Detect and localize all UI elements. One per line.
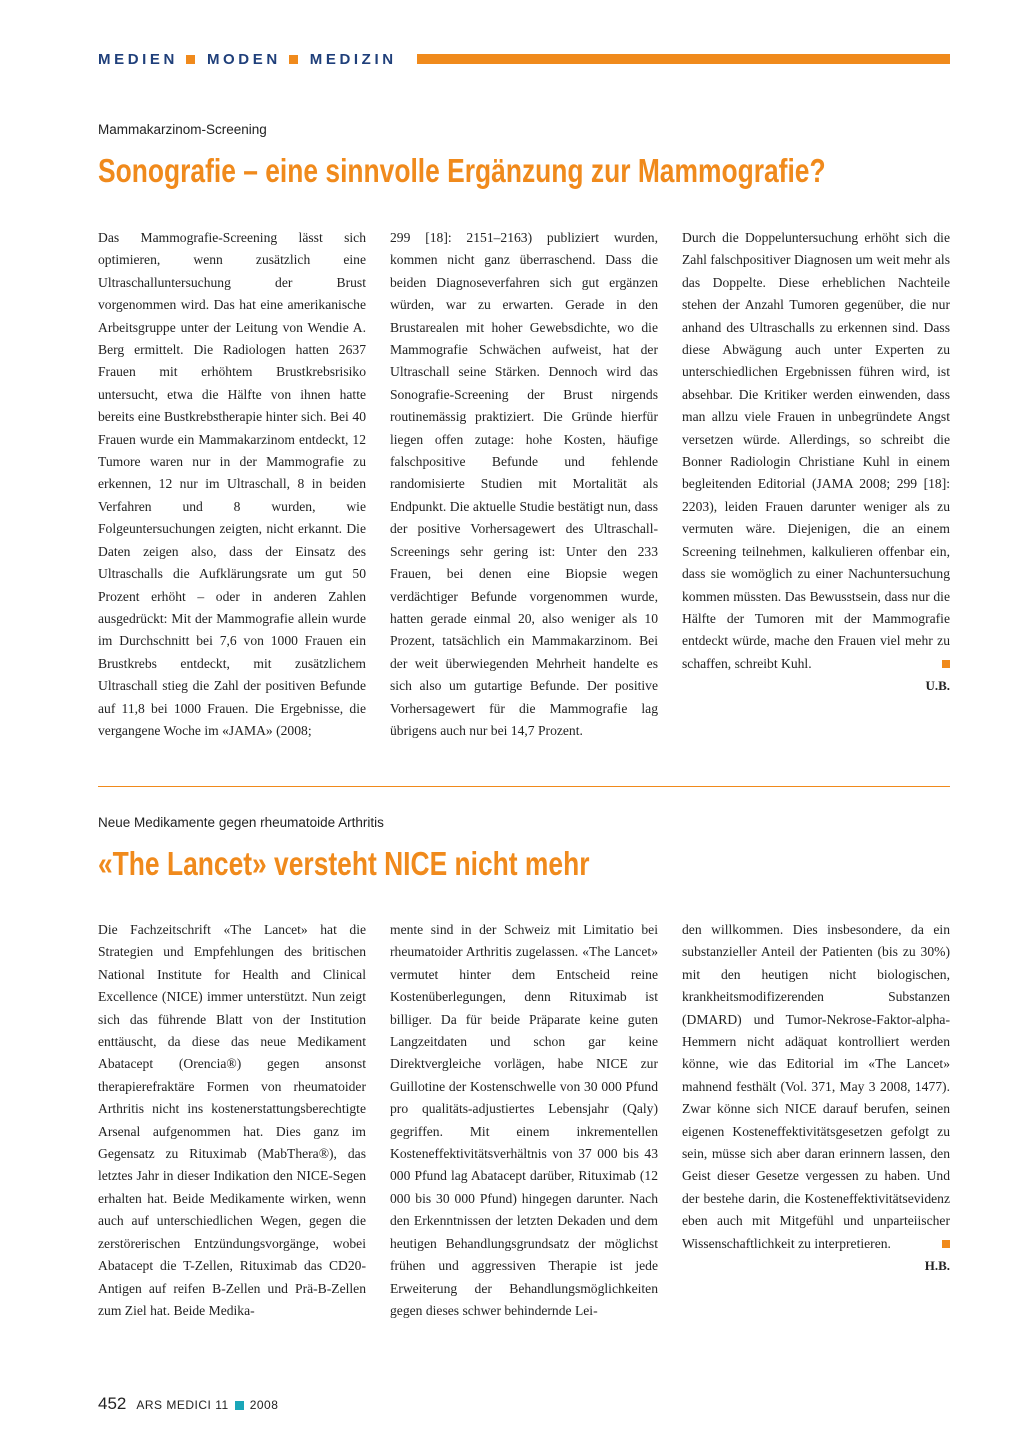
teal-square-icon	[235, 1401, 244, 1410]
article1-body	[98, 227, 950, 742]
journal-name: ARS MEDICI 11	[136, 1398, 229, 1412]
article2-column-3-text: den willkommen. Dies insbesondere, da ein substanzieller Anteil der Patienten (bis zu 30%) mit den heutigen nicht biologischen, krankheitsmodifizerenden Substanzen (DMARD) und Tumor-Nekrose-Faktor-alpha-Hemmern nicht adäquat kontrolliert werden könne, wie das Editorial im «The Lancet» mahnend festhält (Vol. 371, May 3 2008, 1477). Zwar könne sich NICE darauf berufen, seinen eigenen Kosteneffektivitätsgesetzen gefolgt zu sein, müsse sich aber daran erinnern lassen, den Geist dieser Gesetze vergessen zu haben. Und der bestehe darin, die Kosteneffektivitätsevidenz eben auch mit Mitgefühl und unparteiischer Wissenschaftlichkeit zu interpretieren.	[682, 922, 950, 1251]
article1-kicker: Mammakarzinom-Screening	[98, 122, 267, 137]
end-square-icon	[942, 1240, 950, 1248]
article1-signature: U.B.	[925, 678, 950, 694]
article1-column-3-text: Durch die Doppeluntersuchung erhöht sich die Zahl falschpositiver Diagnosen um weit mehr als das Doppelte. Diese erheblichen Nachteile stehen der Anzahl Tumoren gegenüber, die nur anhand des Ultraschalls zu erkennen sind. Dass diese Abwägung auch unter Experten zu unterschiedlichen Ergebnissen führen wird, ist absehbar. Die Kritiker werden einwenden, dass man allzu viele Frauen in unbegründete Angst versetzen würde. Allerdings, so schreibt die Bonner Radiologin Christiane Kuhl in einem begleitenden Editorial (JAMA 2008; 299 [18]: 2203), leiden Frauen darunter weniger als zu vermuten wäre. Diejenigen, die an einem Screening teilnehmen, kalkulieren offenbar ein, dass sie womöglich zu einer Nachuntersuchung kommen müssten. Das Bewusstsein, dass nur die Hälfte der Tumoren mit der Mammografie entdeckt würde, mache den Frauen viel mehr zu schaffen, schreibt Kuhl.	[682, 230, 950, 671]
article2-body	[98, 919, 950, 1322]
section-header	[98, 48, 950, 70]
page-footer	[98, 1394, 278, 1414]
journal-year: 2008	[249, 1398, 279, 1412]
article2-signature: H.B.	[924, 1258, 950, 1274]
header-rule	[417, 54, 950, 64]
article2-title: «The Lancet» versteht NICE nicht mehr	[98, 845, 590, 882]
rubric-moden: MODEN	[206, 50, 281, 68]
page-number: 452	[98, 1394, 127, 1413]
journal-info	[136, 1398, 278, 1412]
article2-column-2: mente sind in der Schweiz mit Limitatio bei rheumatoider Arthritis zugelassen. «The Lancet» vermutet hinter dem Entscheid reine Kostenüberlegungen, denn Rituximab ist billiger. Da für beide Präparate keine guten Langzeitdaten und schon gar keine Direktvergleiche vorlägen, habe NICE zur Guillotine der Kostenschwelle von 30 000 Pfund pro qualitäts-adjustiertes Lebensjahr (Qaly) gegriffen. Mit einem inkrementellen Kosteneffektivitätsverhältnis von 37 000 bis 43 000 Pfund lag Abatacept darüber, Rituximab (12 000 bis 30 000 Pfund) hingegen darunter. Nach den Erkenntnissen der letzten Dekaden und dem heutigen Behandlungsgrundsatz der möglichst frühen und aggressiven Therapie ist jede Erweiterung der Behandlungsmöglichkeiten gegen dieses schwer behindernde Lei-	[390, 922, 658, 1318]
square-bullet-icon	[186, 55, 195, 64]
article1-column-1: Das Mammografie-Screening lässt sich optimieren, wenn zusätzlich eine Ultraschalluntersuchung der Brust vorgenommen wird. Das hat eine amerikanische Arbeitsgruppe unter der Leitung von Wendie A. Berg ermittelt. Die Radiologen hatten 2637 Frauen mit erhöhtem Brustkrebsrisiko untersucht, etwa die Hälfte von ihnen hatte bereits eine Bustkrebstherapie hinter sich. Bei 40 Frauen wurde ein Mammakarzinom entdeckt, 12 Tumore waren nur in der Mammografie zu erkennen, 12 nur im Ultraschall, 8 in beiden Verfahren und 8 wurden, wie Folgeuntersuchungen zeigten, nicht erkannt. Die Daten zeigen also, dass der Einsatz des Ultraschalls die Aufklärungsrate um gut 50 Prozent erhöht – oder in anderen Zahlen ausgedrückt: Mit der Mammografie allein wurde im Durchschnitt bei 7,6 von 1000 Frauen ein Brustkrebs entdeckt, mit zusätzlichem Ultraschall stieg die Zahl der positiven Befunde auf 11,8 bei 1000 Frauen. Die Ergebnisse, die vergangene Woche im «JAMA» (2008;	[98, 230, 366, 738]
square-bullet-icon	[289, 55, 298, 64]
article1-column-2: 299 [18]: 2151–2163) publiziert wurden, kommen nicht ganz überraschend. Dass die beiden Diagnoseverfahren sich gut ergänzen würden, war zu erwarten. Gerade in den Brustarealen mit hoher Gewebsdichte, wo die Mammografie Schwächen aufweist, hat der Ultraschall seine Stärken. Dennoch wird das Sonografie-Screening der Brust nirgends routinemässig praktiziert. Die Gründe hierfür liegen offen zutage: hohe Kosten, häufige falschpositive Befunde und fehlende randomisierte Studien mit Mortalität als Endpunkt. Die aktuelle Studie bestätigt nun, dass der positive Vorhersagewert des Ultraschall-Screenings sehr gering ist: Unter den 233 Frauen, bei denen eine Biopsie wegen verdächtiger Befunde vorgenommen wurde, hatten gerade einmal 20, also weniger als 10 Prozent, tatsächlich ein Mammakarzinom. Bei der weit überwiegenden Mehrheit handelte es sich also um gutartige Befunde. Der positive Vorhersagewert für die Mammografie lag übrigens auch nur bei 14,7 Prozent.	[390, 230, 658, 738]
rubric	[98, 51, 397, 68]
end-square-icon	[942, 660, 950, 668]
article2-column-3	[682, 919, 950, 1322]
article2-column-1: Die Fachzeitschrift «The Lancet» hat die Strategien und Empfehlungen des britischen National Institute for Health and Clinical Excellence (NICE) immer unterstützt. Nun zeigt sich das führende Blatt von der Institution enttäuscht, da diese das neue Medikament Abatacept (Orencia®) gegen ansonst therapierefraktäre Formen von rheumatoider Arthritis nicht ins kostenerstattungsberechtigte Arsenal aufgenommen hat. Dies ganz im Gegensatz zu Rituximab (MabThera®), das letztes Jahr in dieser Indikation den NICE-Segen erhalten hat. Beide Medikamente wirken, wenn auch auf unterschiedlichen Wegen, gegen die zerstörerischen Entzündungsvorgänge, wobei Abatacept die T-Zellen, Rituximab das CD20-Antigen auf reifen B-Zellen und Prä-B-Zellen zum Ziel hat. Beide Medika-	[98, 922, 366, 1318]
article2-kicker: Neue Medikamente gegen rheumatoide Arthritis	[98, 815, 384, 830]
rubric-medien: MEDIEN	[98, 50, 178, 68]
article1-column-3	[682, 227, 950, 742]
article1-title: Sonografie – eine sinnvolle Ergänzung zur Mammografie?	[98, 152, 826, 189]
rubric-medizin: MEDIZIN	[309, 50, 397, 68]
article-divider	[98, 786, 950, 787]
